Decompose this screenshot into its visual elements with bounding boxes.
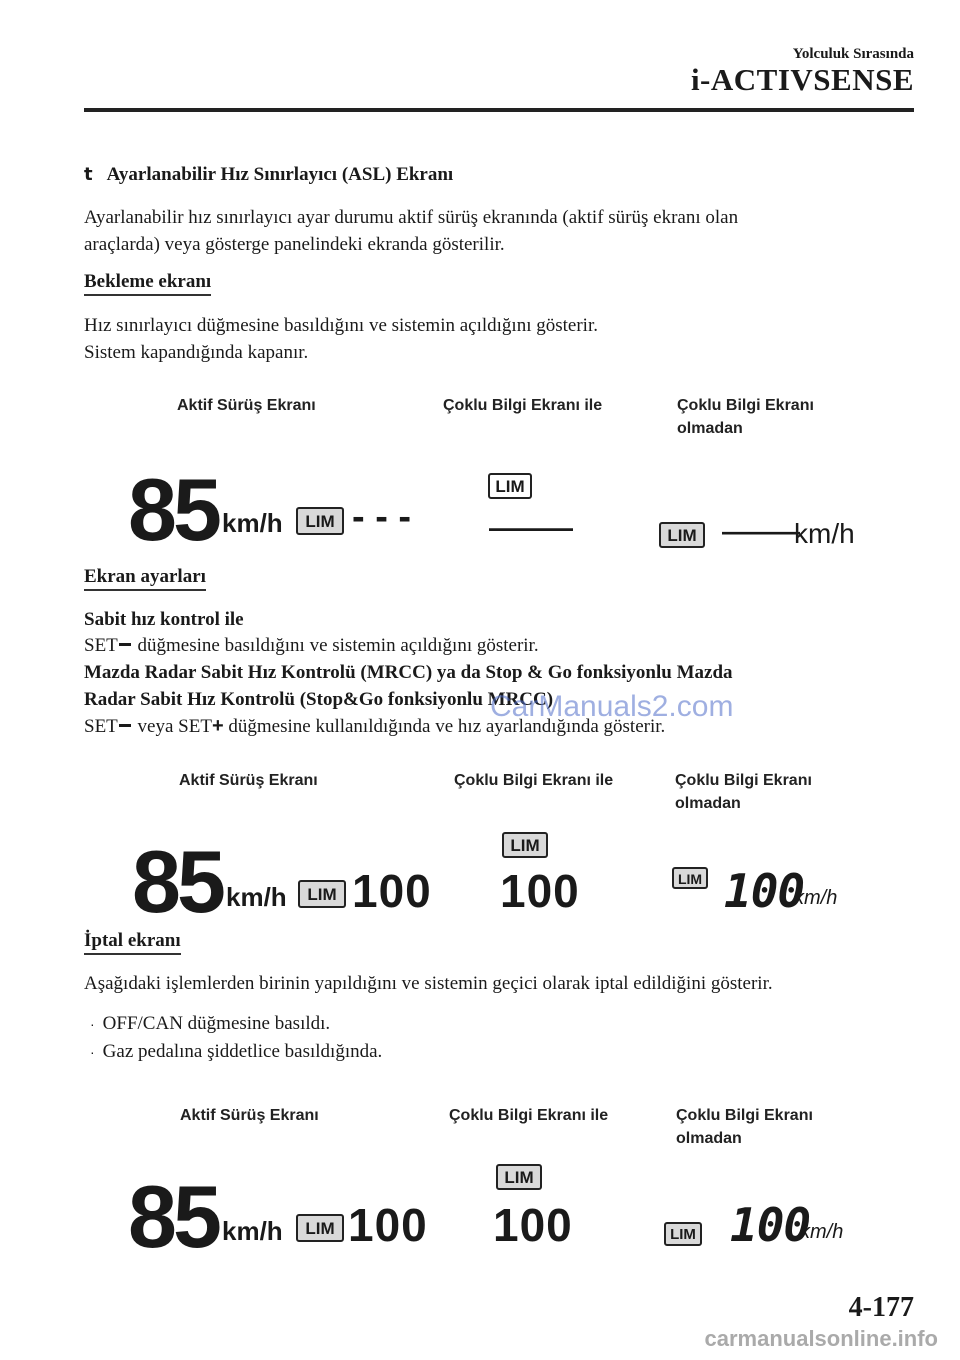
section-title [84,164,453,186]
label-active-driving: Aktif Sürüş Ekranı [179,772,318,789]
limit-dashes: - - - [352,496,412,538]
standby-line-1: Hız sınırlayıcı düğmesine basıldığını ve sistemin açıldığını gösterir. [84,315,598,336]
minus-icon [119,643,131,646]
standby-paragraph [84,312,904,366]
set-speed-segment: 100 [730,1198,811,1252]
speed-unit: km/h [226,882,287,912]
limit-dashes: ——— [489,512,573,543]
cruise-text: SET düğmesine basıldığını ve sistemin açıldığını gösterir. [84,635,539,656]
label-with-mid: Çoklu Bilgi Ekranı ile [443,397,603,414]
set-speed-value: 100 [352,865,432,917]
running-header-section: Yolculuk Sırasında [792,46,914,62]
mrcc-heading: Mazda Radar Sabit Hız Kontrolü (MRCC) ya da Stop & Go fonksiyonlu Mazda Radar Sabit Hız Kontrolü (Stop&Go fonksiyonlu MRCC) [84,662,733,710]
intro-line-1: Ayarlanabilir hız sınırlayıcı ayar durumu aktif sürüş ekranında (aktif sürüş ekranı olan [84,207,739,228]
running-header-title: i-ACTIVSENSE [690,62,914,97]
lim-icon: LIM [496,1164,542,1190]
set-speed-value: 100 [493,1199,573,1251]
section-bullet: t [84,164,93,185]
speed-unit: km/h [800,1221,844,1243]
plus-icon: + [211,715,224,737]
lim-icon: LIM [664,1222,702,1246]
lim-icon: LIM [296,507,344,535]
lim-icon: LIM [298,880,346,908]
label-without-mid: Çoklu Bilgi Ekranı olmadan [676,1107,813,1147]
speed-unit: km/h [222,1216,283,1246]
set-speed-value: 100 [500,865,580,917]
label-with-mid: Çoklu Bilgi Ekranı ile [454,772,614,789]
minus-icon [119,724,131,727]
label-without-mid: Çoklu Bilgi Ekranı olmadan [677,397,814,437]
intro-line-2: araçlarda) veya gösterge panelindeki ekranda gösterilir. [84,234,505,255]
setting-heading: Ekran ayarları [84,566,206,591]
cruise-heading: Sabit hız kontrol ile [84,609,244,630]
lim-icon: LIM [488,473,532,499]
list-item: · Gaz pedalına şiddetlice basıldığında. [90,1041,383,1062]
label-without-mid: Çoklu Bilgi Ekranı olmadan [675,772,812,812]
standby-line-2: Sistem kapandığında kapanır. [84,342,309,363]
footer-watermark: carmanualsonline.info [704,1326,938,1351]
cancel-list [90,1010,382,1066]
speed-unit: km/h [222,508,283,538]
label-with-mid: Çoklu Bilgi Ekranı ile [449,1107,609,1124]
label-active-driving: Aktif Sürüş Ekranı [180,1107,319,1124]
watermark: CarManuals2.com [490,690,734,723]
lim-icon: LIM [502,832,548,858]
set-speed-value: 100 [348,1199,428,1251]
standby-heading: Bekleme ekranı [84,271,211,296]
section-title-text: Ayarlanabilir Hız Sınırlayıcı (ASL) Ekranı [106,164,454,185]
speed-unit: km/h [794,887,838,909]
header-rule [84,108,914,112]
intro-paragraph [84,204,904,258]
speed-readout: 85 [128,1167,218,1266]
label-active-driving: Aktif Sürüş Ekranı [177,397,316,414]
speed-readout: 85 [132,832,222,931]
lim-icon: LIM [672,867,708,889]
page-number: 4-177 [848,1292,914,1323]
list-item: · OFF/CAN düğmesine basıldı. [90,1013,331,1034]
set-speed-segment: 100 [724,864,805,918]
mrcc-text: SET veya SET+ düğmesine kullanıldığında ve hız ayarlandığında gösterir. [84,715,666,737]
limit-dashes: ——— [722,516,800,546]
cancel-text: Aşağıdaki işlemlerden birinin yapıldığını ve sistemin geçici olarak iptal edildiğini gösterir. [84,973,773,994]
speed-readout: 85 [128,460,218,559]
speed-unit: km/h [794,518,855,549]
cancel-heading: İptal ekranı [84,930,181,955]
lim-icon: LIM [659,522,705,548]
lim-icon: LIM [296,1214,344,1242]
